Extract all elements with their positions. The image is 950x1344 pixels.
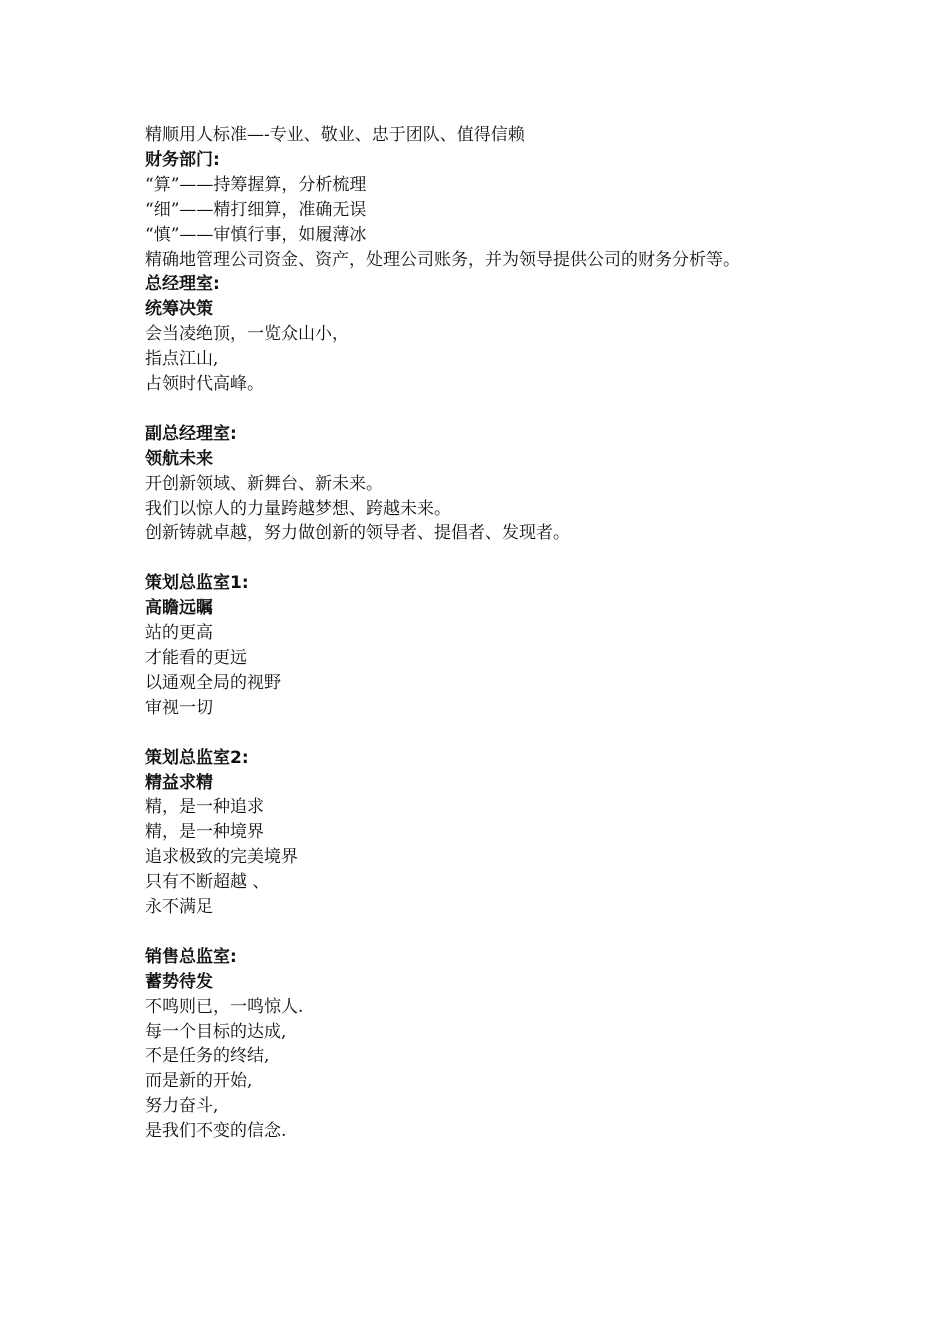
sales-director-line: 努力奋斗, (145, 1096, 219, 1117)
spacer (145, 397, 905, 422)
deputy-gm-line: 开创新领域、新舞台、新未来。 (145, 473, 383, 494)
planning-director-1-line: 审视一切 (145, 697, 213, 718)
gm-office-motto: 统筹决策 (145, 299, 213, 320)
deputy-gm-heading: 副总经理室: (145, 423, 237, 444)
gm-office-line: 占领时代高峰。 (145, 374, 264, 395)
finance-line: “细”——精打细算，准确无误 (145, 199, 367, 220)
sales-director-line: 不是任务的终结, (145, 1046, 270, 1067)
finance-heading: 财务部门: (145, 149, 220, 170)
sales-director-motto: 蓄势待发 (145, 971, 213, 992)
deputy-gm-motto: 领航未来 (145, 448, 213, 469)
gm-office-line: 会当凌绝顶，一览众山小， (145, 324, 349, 345)
finance-line: “算”——持筹握算，分析梳理 (145, 174, 367, 195)
planning-director-2-line: 精，是一种追求 (145, 797, 264, 818)
document-body (145, 123, 905, 1144)
sales-director-line: 是我们不变的信念. (145, 1121, 287, 1142)
sales-director-heading: 销售总监室: (145, 946, 237, 967)
sales-director-line: 每一个目标的达成, (145, 1021, 287, 1042)
spacer (145, 546, 905, 571)
deputy-gm-line: 创新铸就卓越，努力做创新的领导者、提倡者、发现者。 (145, 523, 570, 544)
deputy-gm-line: 我们以惊人的力量跨越梦想、跨越未来。 (145, 498, 451, 519)
finance-description: 精确地管理公司资金、资产，处理公司账务，并为领导提供公司的财务分析等。 (145, 249, 740, 270)
sales-director-line: 不鸣则已，一鸣惊人. (145, 996, 304, 1017)
gm-office-heading: 总经理室: (145, 274, 220, 295)
planning-director-2-line: 追求极致的完美境界 (145, 847, 298, 868)
finance-line: “慎”——审慎行事，如履薄冰 (145, 224, 367, 245)
planning-director-2-line: 只有不断超越 、 (145, 872, 270, 893)
planning-director-2-line: 精，是一种境界 (145, 822, 264, 843)
planning-director-2-line: 永不满足 (145, 897, 213, 918)
planning-director-1-heading: 策划总监室1: (145, 573, 249, 594)
planning-director-2-motto: 精益求精 (145, 772, 213, 793)
planning-director-1-line: 站的更高 (145, 623, 213, 644)
planning-director-1-line: 以通观全局的视野 (145, 672, 281, 693)
hiring-standard-text: 精顺用人标准—-专业、敬业、忠于团队、值得信赖 (145, 125, 525, 145)
planning-director-1-motto: 高瞻远瞩 (145, 598, 213, 619)
spacer (145, 920, 905, 945)
planning-director-1-line: 才能看的更远 (145, 648, 247, 668)
planning-director-2-heading: 策划总监室2: (145, 747, 249, 768)
gm-office-line: 指点江山, (145, 349, 219, 370)
spacer (145, 721, 905, 746)
sales-director-line: 而是新的开始, (145, 1071, 253, 1092)
